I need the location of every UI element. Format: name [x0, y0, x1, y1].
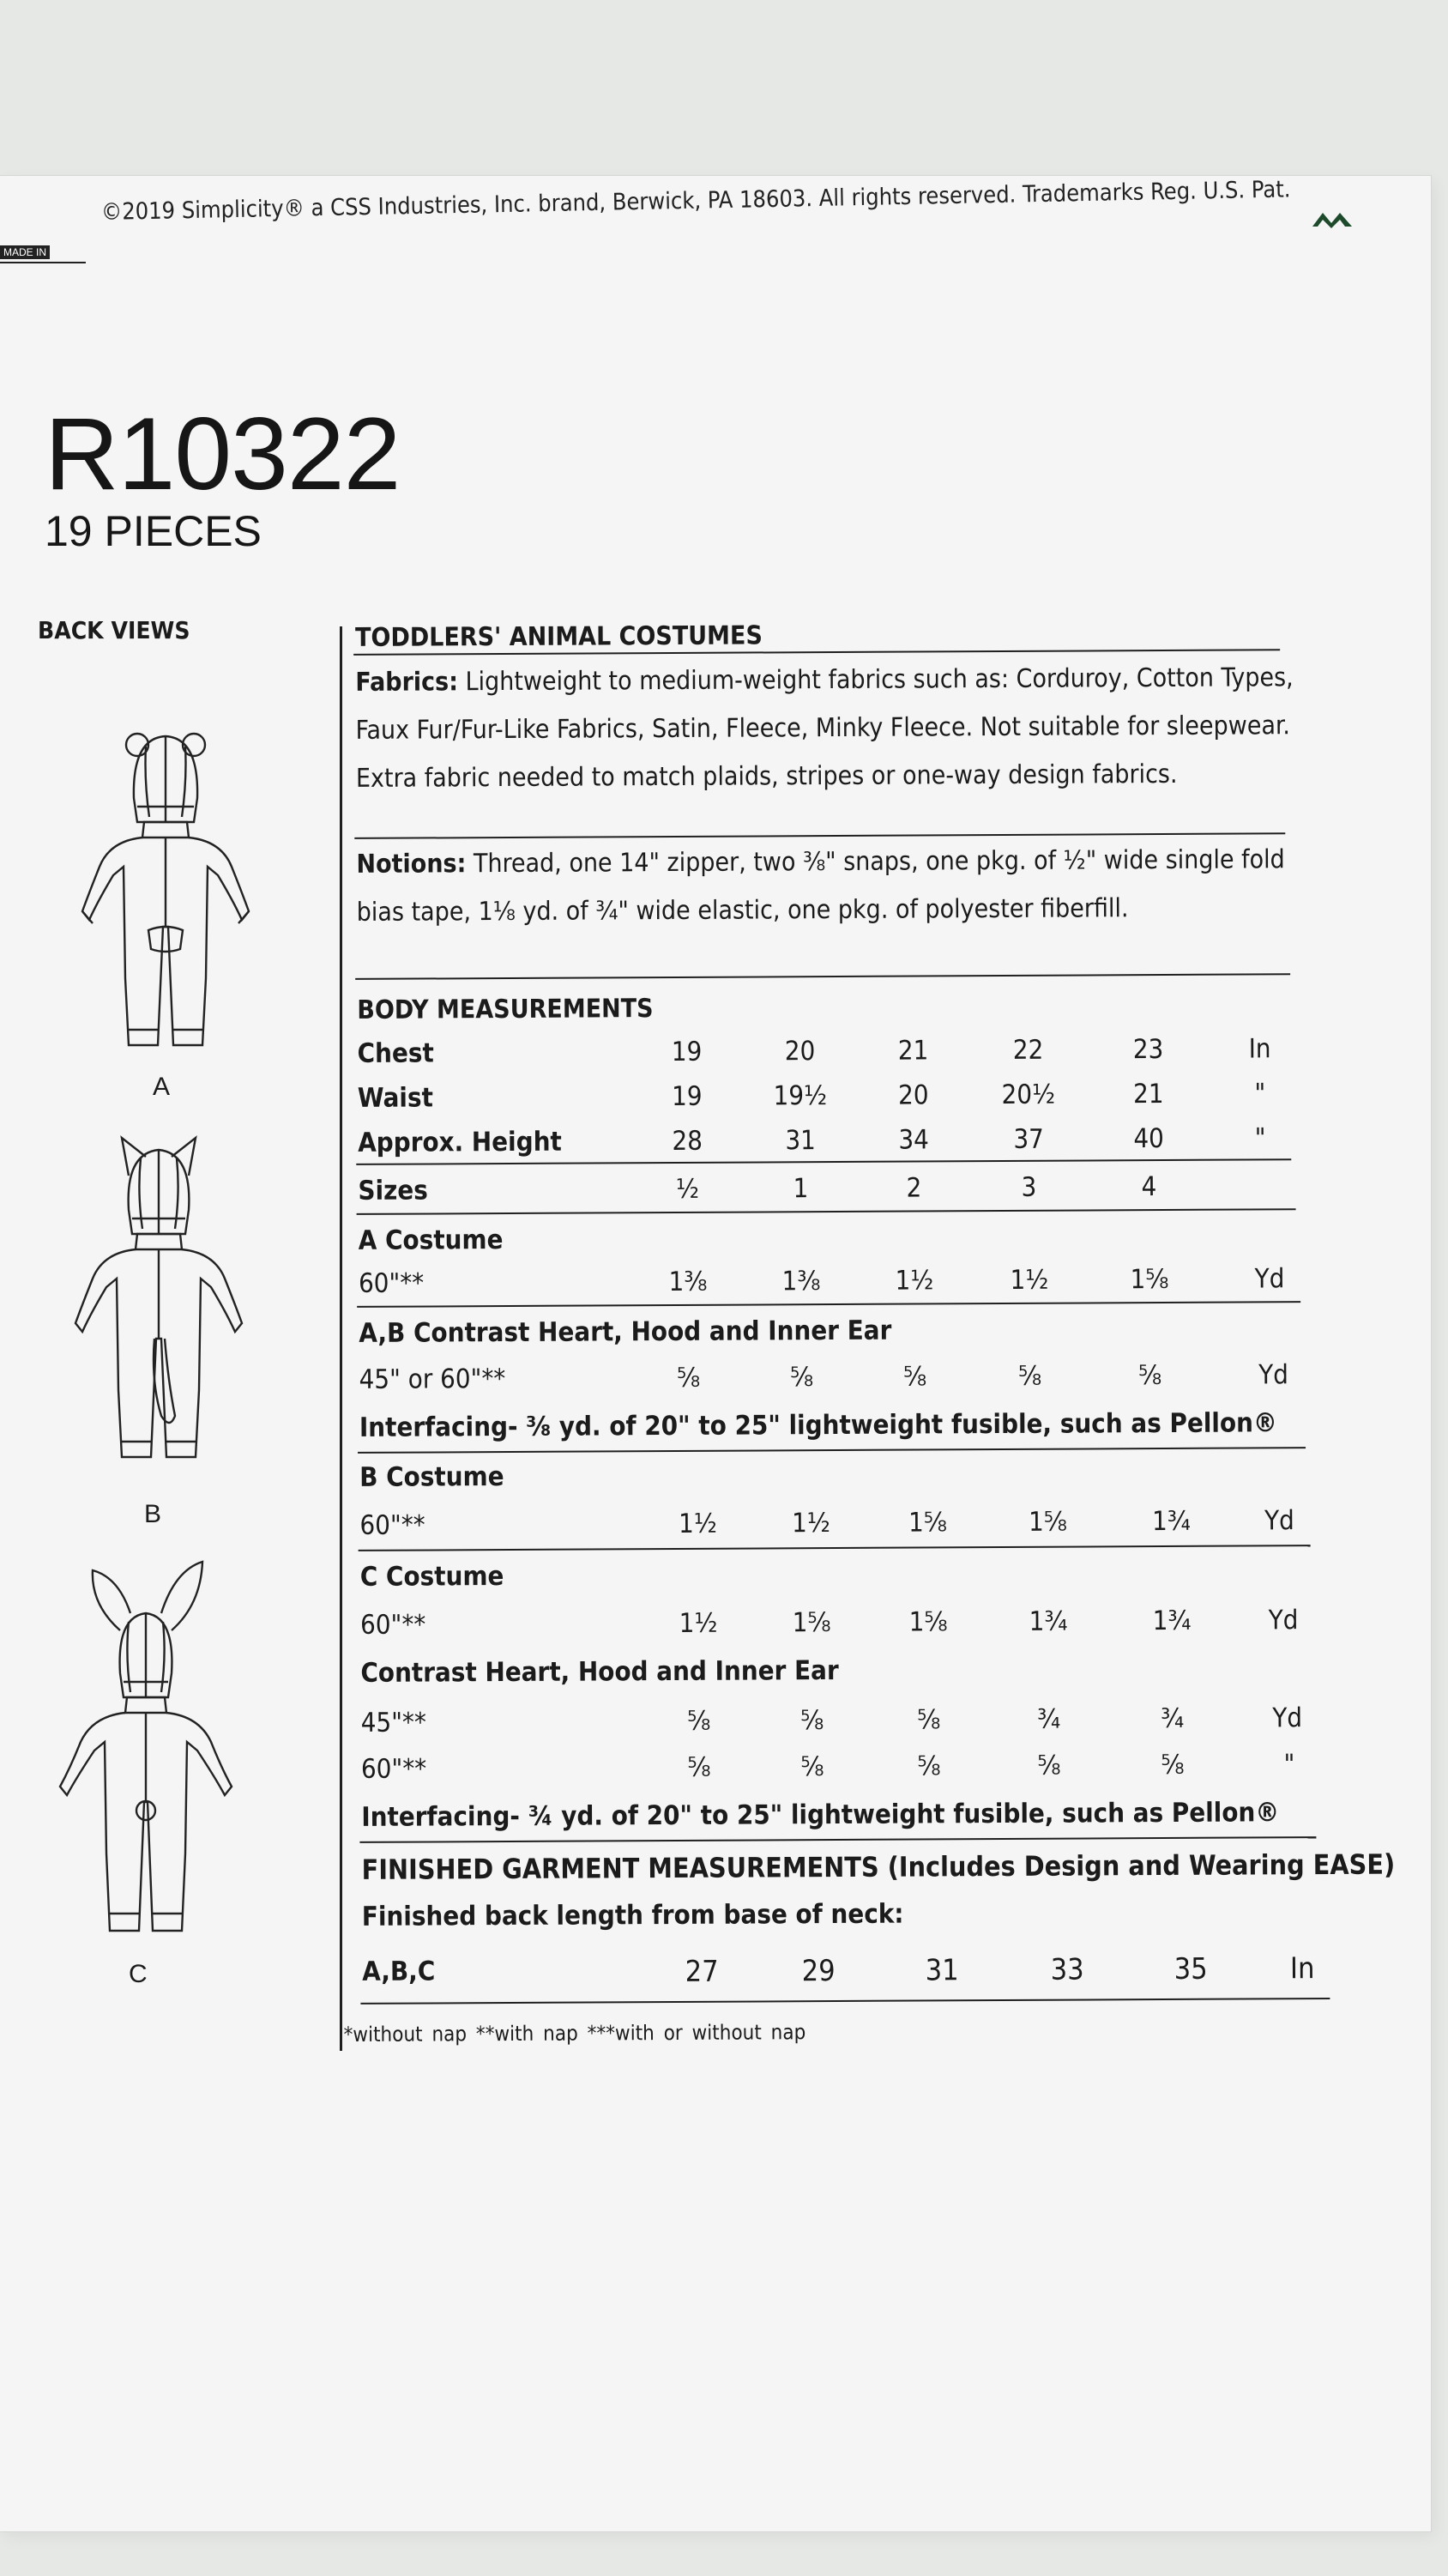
size-value: ½: [675, 1173, 700, 1205]
sizes-label: Sizes: [358, 1175, 428, 1206]
height-unit: ": [1254, 1122, 1266, 1154]
c-costume-yardage: 1⅝: [908, 1606, 948, 1638]
waist-value: 19½: [773, 1080, 828, 1112]
c-contrast-yardage: ⅝: [1037, 1750, 1061, 1781]
b-costume-title: B Costume: [359, 1461, 504, 1493]
height-value: 37: [1013, 1123, 1044, 1155]
b-costume-yardage: 1½: [791, 1508, 830, 1539]
waist-label: Waist: [357, 1082, 433, 1114]
rule-b-costume: [359, 1545, 1311, 1551]
waist-value: 19: [672, 1080, 703, 1113]
c-contrast-yardage: ⅝: [1161, 1749, 1185, 1781]
c-contrast-unit: Yd: [1272, 1702, 1303, 1734]
ab-contrast-yardage: ⅝: [1137, 1360, 1162, 1392]
fabrics-line-2: Faux Fur/Fur-Like Fabrics, Satin, Fleece, Minky Fleece. Not suitable for sleepwear.: [355, 711, 1290, 746]
finished-subtitle: Finished back length from base of neck:: [361, 1898, 904, 1932]
height-value: 40: [1133, 1122, 1164, 1155]
a-costume-yardage: 1⅜: [781, 1266, 821, 1297]
interfacing-c: Interfacing- ¾ yd. of 20" to 25" lightweight fusible, such as Pellon®: [361, 1797, 1280, 1833]
view-c-label: C: [129, 1960, 148, 1988]
a-costume-yardage: 1½: [1010, 1264, 1049, 1296]
chest-value: 20: [784, 1036, 816, 1067]
rule-sizes: [357, 1208, 1296, 1215]
chest-value: 19: [671, 1036, 703, 1068]
a-costume-yardage: 1½: [895, 1265, 934, 1297]
height-value: 28: [672, 1125, 703, 1158]
c-costume-width: 60"**: [360, 1609, 426, 1641]
waist-value: 21: [1133, 1078, 1164, 1110]
finished-unit: In: [1289, 1951, 1315, 1986]
back-views-title: BACK VIEWS: [38, 616, 190, 644]
interfacing-ab: Interfacing- ⅜ yd. of 20" to 25" lightweight fusible, such as Pellon®: [359, 1407, 1277, 1443]
notions-label: Notions:: [356, 849, 467, 880]
height-value: 31: [785, 1125, 816, 1157]
costume-title: TODDLERS' ANIMAL COSTUMES: [354, 620, 763, 653]
view-b-label: B: [144, 1500, 162, 1528]
height-value: 34: [898, 1124, 929, 1156]
b-costume-yardage: 1½: [678, 1508, 717, 1539]
fabrics-label: Fabrics:: [355, 667, 459, 698]
finished-row-label: A,B,C: [362, 1956, 436, 1987]
a-costume-unit: Yd: [1254, 1263, 1285, 1295]
fabrics-paragraph: [355, 654, 1300, 803]
waist-value: 20½: [1001, 1079, 1056, 1110]
c-costume-yardage: 1½: [679, 1607, 718, 1639]
fabrics-line-3: Extra fabric needed to match plaids, stripes or one-way design fabrics.: [355, 759, 1178, 794]
c-costume-unit: Yd: [1268, 1605, 1299, 1636]
size-value: 4: [1141, 1171, 1157, 1203]
chest-value: 21: [897, 1035, 929, 1067]
footnote: *without nap **with nap ***with or without nap: [343, 2020, 806, 2047]
ab-contrast-yardage: ⅝: [1017, 1360, 1042, 1392]
c-contrast-yardage: ⅝: [800, 1751, 824, 1783]
c-contrast-yardage: ⅝: [800, 1705, 824, 1737]
ab-contrast-yardage: ⅝: [789, 1362, 814, 1394]
b-costume-unit: Yd: [1264, 1505, 1294, 1537]
rule-interfacing-c: [359, 1836, 1316, 1843]
a-costume-yardage: 1⅝: [1130, 1263, 1169, 1296]
finished-title: FINISHED GARMENT MEASUREMENTS (Includes Design and Wearing EASE): [361, 1847, 1396, 1886]
finished-length: 33: [1050, 1952, 1084, 1987]
ab-contrast-width: 45" or 60"**: [359, 1364, 506, 1395]
c-contrast-unit: ": [1283, 1749, 1295, 1781]
c-contrast-yardage: ⅝: [687, 1705, 711, 1737]
notions-line-1: Thread, one 14" zipper, two ⅜" snaps, one pkg. of ½" wide single fold: [473, 844, 1285, 880]
waist-unit: ": [1254, 1078, 1266, 1110]
c-contrast-yardage: ⅝: [917, 1704, 941, 1736]
ab-contrast-yardage: ⅝: [676, 1362, 701, 1394]
copyright-line: ©2019 Simplicity® a CSS Industries, Inc. brand, Berwick, PA 18603. All rights reserved. Trademarks Reg. U.S. Pat.: [100, 176, 1291, 226]
c-contrast-title: Contrast Heart, Hood and Inner Ear: [360, 1654, 839, 1689]
notions-line-2: bias tape, 1⅛ yd. of ¾" wide elastic, one pkg. of polyester fiberfill.: [356, 893, 1129, 928]
height-label: Approx. Height: [358, 1126, 562, 1158]
c-contrast-yardage: ¾: [1161, 1702, 1185, 1735]
chest-label: Chest: [357, 1037, 434, 1069]
c-contrast-width: 45"**: [360, 1707, 426, 1738]
finished-length: 29: [801, 1954, 836, 1989]
c-contrast-yardage: ¾: [1037, 1703, 1061, 1735]
c-contrast-width: 60"**: [360, 1753, 427, 1785]
rule-notions: [355, 973, 1290, 980]
waist-value: 20: [898, 1079, 929, 1111]
c-costume-title: C Costume: [359, 1561, 504, 1593]
c-contrast-yardage: ⅝: [917, 1751, 941, 1782]
b-costume-yardage: 1⅝: [1028, 1506, 1067, 1538]
b-costume-width: 60"**: [359, 1509, 425, 1541]
b-costume-yardage: 1⅝: [908, 1507, 947, 1539]
notions-paragraph: [356, 836, 1300, 937]
size-value: 3: [1021, 1171, 1037, 1203]
size-value: 2: [906, 1172, 922, 1204]
fabrics-line-1: Lightweight to medium-weight fabrics such as: Corduroy, Cotton Types,: [465, 662, 1294, 698]
pieces-count: 19 PIECES: [45, 507, 262, 555]
c-costume-yardage: 1¾: [1029, 1605, 1068, 1637]
made-in-tag: MADE IN: [0, 245, 50, 259]
c-costume-yardage: 1⅝: [792, 1607, 831, 1639]
chest-unit: In: [1248, 1033, 1271, 1065]
finished-length: 35: [1173, 1951, 1208, 1986]
ab-contrast-title: A,B Contrast Heart, Hood and Inner Ear: [359, 1315, 892, 1349]
a-costume-width: 60"**: [358, 1267, 425, 1299]
rule-body: [356, 1158, 1291, 1165]
pattern-number: R10322: [45, 396, 401, 511]
b-costume-yardage: 1¾: [1151, 1505, 1191, 1538]
chest-value: 22: [1012, 1034, 1044, 1066]
c-costume-yardage: 1¾: [1152, 1605, 1192, 1637]
rule-a-costume: [357, 1301, 1300, 1308]
chest-value: 23: [1132, 1033, 1164, 1066]
a-costume-title: A Costume: [358, 1225, 504, 1256]
size-value: 1: [793, 1173, 809, 1205]
finished-length: 27: [685, 1954, 719, 1989]
c-contrast-yardage: ⅝: [687, 1751, 711, 1783]
finished-length: 31: [925, 1953, 959, 1988]
view-a-label: A: [153, 1073, 171, 1101]
ab-contrast-unit: Yd: [1258, 1359, 1289, 1391]
rule-finished: [360, 1998, 1330, 2005]
body-measurements-title: BODY MEASUREMENTS: [357, 994, 654, 1025]
ab-contrast-yardage: ⅝: [902, 1361, 927, 1393]
a-costume-yardage: 1⅜: [668, 1266, 708, 1298]
rule-interfacing-ab: [358, 1447, 1306, 1454]
